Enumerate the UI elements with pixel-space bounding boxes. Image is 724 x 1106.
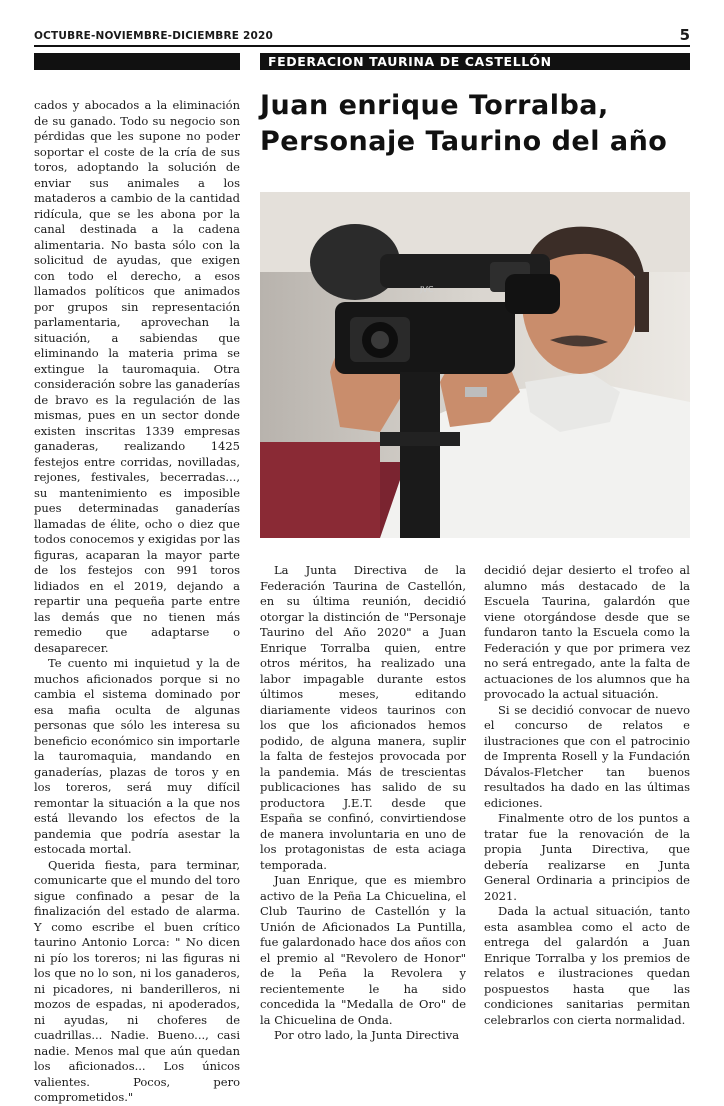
headline bbox=[260, 88, 700, 160]
column-3 bbox=[484, 563, 690, 1028]
column-3-paragraph-2: Si se decidió convocar de nuevo el concurso de relatos e ilustraciones que con el patrocinio de Imprenta Rosell y la Fundación Dávalos-Fletcher tan buenos resultados ha dado en las últimas ediciones. bbox=[484, 702, 690, 810]
column-1 bbox=[34, 98, 240, 1106]
page-number: 5 bbox=[679, 26, 690, 44]
column-2-paragraph-2: Juan Enrique, que es miembro activo de la Peña La Chicuelina, el Club Taurino de Castellón y la Unión de Aficionados La Puntilla, fue galardonado hace dos años con el premio al "Revolero de Honor" de la Peña la Revolera y recientemente le ha sido concedida la "Medalla de Oro" de la Chicuelina de Onda. bbox=[260, 873, 466, 1027]
issue-date: OCTUBRE-NOVIEMBRE-DICIEMBRE 2020 bbox=[34, 30, 274, 42]
column-2-paragraph-3: Por otro lado, la Junta Directiva bbox=[274, 1028, 460, 1042]
section-bar bbox=[260, 53, 690, 70]
headline-line-2: Personaje Taurino del año bbox=[260, 126, 668, 157]
left-section-bar bbox=[34, 53, 240, 70]
column-2 bbox=[260, 563, 466, 1044]
column-3-paragraph-3: Finalmente otro de los puntos a tratar fue la renovación de la propia Junta Directiva, que debería realizarse en Junta General Ordinaria a principios de 2021. bbox=[484, 811, 690, 903]
column-3-paragraph-1: decidió dejar desierto el trofeo al alumno más destacado de la Escuela Taurina, galardón que viene otorgándose desde que se fundaron tanto la Escuela como la Federación y que por primera vez no será entregado, ante la falta de actuaciones de los alumnos que ha provocado la actual situación. bbox=[484, 563, 690, 701]
column-2-paragraph-1: La Junta Directiva de la Federación Taurina de Castellón, en su última reunión, decidió otorgar la distinción de "Personaje Taurino del Año 2020" a Juan Enrique Torralba quien, entre otros méritos, ha realizado una labor impagable durante estos últimos meses, editando diariamente videos taurinos con los que los aficionados hemos podido, de alguna manera, suplir la falta de festejos provocada por la pandemia. Más de trescientas publicaciones has salido de su productora J.E.T. desde que España se confinó, convirtiendose de manera involuntaria en uno de los protagonistas de esta aciaga temporada. bbox=[260, 563, 466, 872]
column-1-paragraph-3: Querida fiesta, para terminar, comunicarte que el mundo del toro sigue confinado a pesar de la finalización del estado de alarma. Y como escribe el buen crítico taurino Antonio Lorca: " No dicen ni pío los toreros; ni las figuras ni los que no lo son, ni los ganaderos, ni picadores, ni banderilleros, ni mozos de espadas, ni apoderados, ni ayudas, ni choferes de cuadrillas... Nadie. Bueno..., casi nadie. Menos mal que aún quedan los aficionados... Los únicos valientes. Pocos, pero comprometidos." bbox=[34, 857, 240, 1104]
header-rule bbox=[34, 45, 690, 47]
column-1-paragraph-2: Te cuento mi inquietud y la de muchos aficionados porque si no cambia el sistema dominado por esa mafia oculta de algunas personas que sólo les interesa su beneficio económico sin importarle la tauromaquia, mandando en ganaderías, plazas de toros y en los toreros, será muy difícil remontar la situación a la que nos está llevando los efectos de la pandemia que podría asestar la estocada mortal. bbox=[34, 656, 240, 856]
camera-brand-label: JVC bbox=[420, 285, 434, 294]
headline-line-1: Juan enrique Torralba, bbox=[260, 90, 609, 121]
section-title: FEDERACION TAURINA DE CASTELLÓN bbox=[268, 54, 552, 69]
cameraman-photo bbox=[260, 192, 690, 538]
column-3-paragraph-4: Dada la actual situación, tanto esta asamblea como el acto de entrega del galardón a Juan Enrique Torralba y los premios de relatos e ilustraciones quedan pospuestos hasta que las condiciones sanitarias permitan celebrarlos con cierta normalidad. bbox=[484, 904, 690, 1027]
column-1-paragraph-1: cados y abocados a la eliminación de su ganado. Todo su negocio son pérdidas que les supone no poder soportar el coste de la cría de sus toros, adoptando la solución de enviar sus animales a los mataderos a cambio de la cantidad ridícula, que se les abona por la canal destinada a la cadena alimentaria. No basta sólo con la solicitud de ayudas, que exigen con todo el derecho, a esos llamados políticos que animados por grupos sin representación parlamentaria, aprovechan la situación, a sabiendas que eliminando la materia prima se extingue la tauromaquia. Otra consideración sobre las ganaderías de bravo es la regulación de las mismas, pues en un sector donde existen inscritas 1339 empresas ganaderas, realizando 1425 festejos entre corridas, novilladas, rejones, festivales, becerradas..., su mantenimiento es imposible pues determinadas ganaderías llamadas de élite, ocho o diez que todos conocemos y exigidas por las figuras, acaparan la mayor parte de los festejos con 991 toros lidiados en el 2019, dejando a repartir una pequeña parte entre las demás que no tienen más remedio que adaptarse o desaparecer. bbox=[34, 98, 240, 655]
